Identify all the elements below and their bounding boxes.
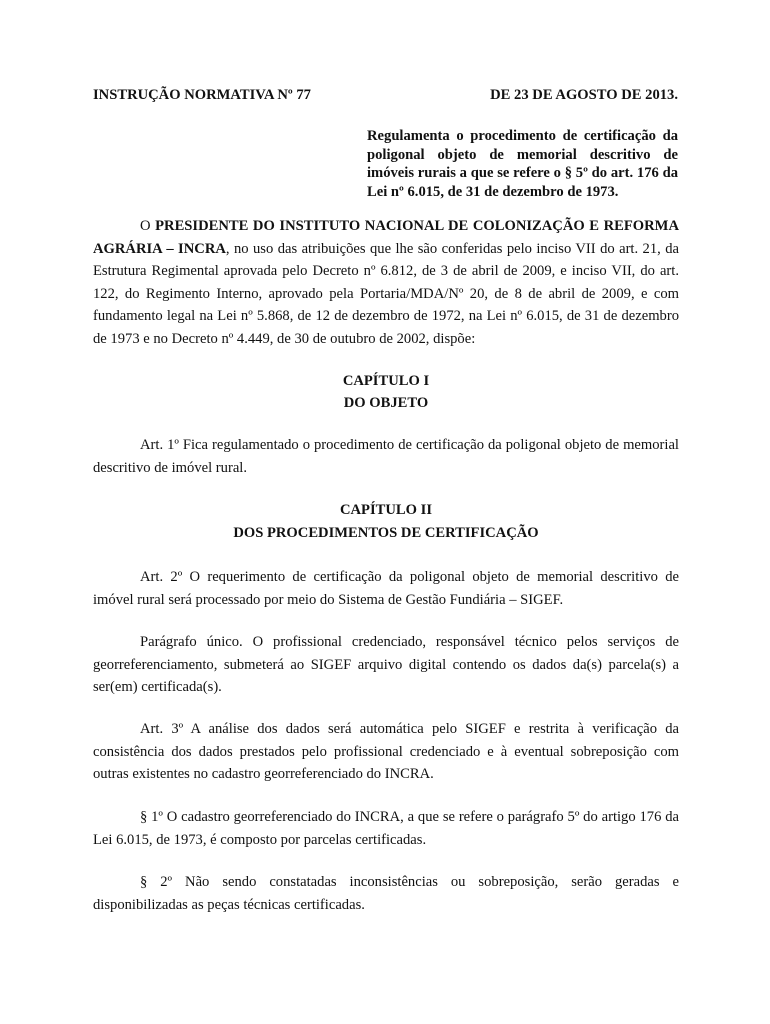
article-1: Art. 1º Fica regulamentado o procedimento de certificação da poligonal objeto de memorial descritivo de imóvel rural. bbox=[93, 437, 679, 476]
document-date: DE 23 DE AGOSTO DE 2013. bbox=[490, 87, 678, 103]
article-2: Art. 2º O requerimento de certificação da poligonal objeto de memorial descritivo de imóvel rural será processado por meio do Sistema de Gestão Fundiária – SIGEF. bbox=[93, 569, 679, 608]
chapter-2-title: DOS PROCEDIMENTOS DE CERTIFICAÇÃO bbox=[233, 525, 539, 541]
chapter-1-title: DO OBJETO bbox=[343, 395, 429, 411]
chapter-1-number: CAPÍTULO I bbox=[342, 373, 430, 389]
chapter-2-number: CAPÍTULO II bbox=[339, 502, 433, 518]
document-heading bbox=[93, 84, 678, 107]
article-3: Art. 3º A análise dos dados será automática pelo SIGEF e restrita à verificação da consistência dos dados prestados pelo profissional credenciado e à eventual sobreposição com outras existentes no cadastro georreferenciado do INCRA. bbox=[93, 721, 679, 782]
ementa: Regulamenta o procedimento de certificação da poligonal objeto de memorial descritivo de imóveis rurais a que se refere o § 5º do art. 176 da Lei nº 6.015, de 31 de dezembro de 1973. bbox=[367, 128, 678, 200]
article-3-paragraph-1: § 1º O cadastro georreferenciado do INCRA, a que se refere o parágrafo 5º do artigo 176 da Lei 6.015, de 1973, é composto por parcelas certificadas. bbox=[93, 809, 679, 848]
preamble-authority: PRESIDENTE DO INSTITUTO NACIONAL DE COLONIZAÇÃO E REFORMA AGRÁRIA – INCRA bbox=[93, 218, 679, 257]
document-title: INSTRUÇÃO NORMATIVA Nº 77 bbox=[93, 87, 311, 103]
preamble-paragraph bbox=[93, 215, 679, 350]
article-3-paragraph-2: § 2º Não sendo constatadas inconsistências ou sobreposição, serão geradas e disponibilizadas as peças técnicas certificadas. bbox=[93, 874, 679, 913]
preamble-lead: O bbox=[140, 218, 156, 234]
preamble-text: , no uso das atribuições que lhe são conferidas pelo inciso VII do art. 21, da Estrutura Regimental aprovada pelo Decreto nº 6.812, de 3 de abril de 2009, e inciso VII, do art. 122, do Regimento Interno, aprovado pela Portaria/MDA/Nº 20, de 8 de abril de 2009, e com fundamento legal na Lei nº 5.868, de 12 de dezembro de 1972, na Lei nº 6.015, de 31 de dezembro de 1973 e no Decreto nº 4.449, de 30 de outubro de 2002, dispõe: bbox=[93, 240, 679, 347]
article-2-paragraph-unico: Parágrafo único. O profissional credenciado, responsável técnico pelos serviços de georreferenciamento, submeterá ao SIGEF arquivo digital contendo os dados da(s) parcela(s) a ser(em) certificada(s). bbox=[93, 634, 679, 695]
